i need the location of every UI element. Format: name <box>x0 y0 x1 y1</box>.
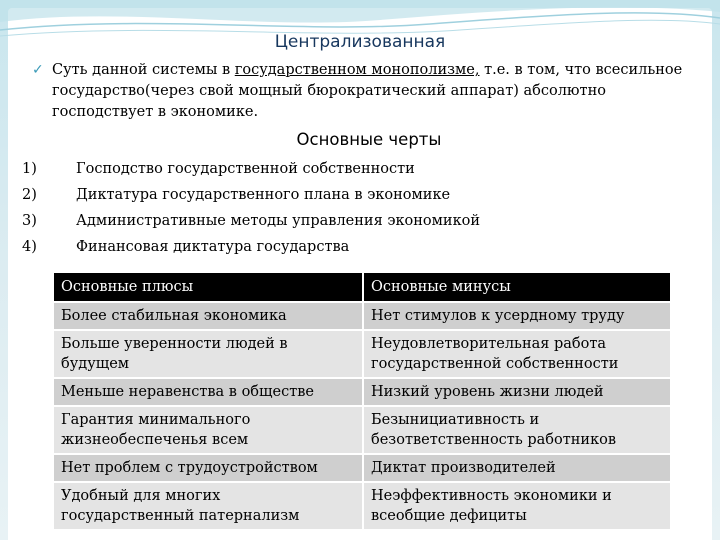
table-header-row <box>53 272 671 302</box>
table-row <box>53 378 671 406</box>
con-cell: Низкий уровень жизни людей <box>363 378 671 406</box>
pro-cell: Нет проблем с трудоустройством <box>53 454 363 482</box>
con-cell: Безынициативность и безответственность работников <box>363 406 671 454</box>
con-cell: Неэффективность экономики и всеобщие дефициты <box>363 482 671 530</box>
feature-text: Диктатура государственного плана в экономике <box>76 187 451 203</box>
features-list <box>22 156 480 260</box>
checkmark-icon: ✓ <box>32 62 44 78</box>
section-subtitle: Основные черты <box>296 130 442 149</box>
table-row <box>53 330 671 378</box>
pro-cell: Больше уверенности людей в будущем <box>53 330 363 378</box>
con-cell: Нет стимулов к усердному труду <box>363 302 671 330</box>
intro-paragraph <box>32 60 692 123</box>
feature-number: 2) <box>22 187 37 203</box>
header-pros: Основные плюсы <box>53 272 363 302</box>
con-cell: Диктат производителей <box>363 454 671 482</box>
feature-item <box>22 156 480 182</box>
pro-cell: Гарантия минимального жизнеобеспеченья всем <box>53 406 363 454</box>
page-title: Централизованная <box>274 32 446 52</box>
con-cell: Неудовлетворительная работа государственной собственности <box>363 330 671 378</box>
pro-cell: Удобный для многих государственный патернализм <box>53 482 363 530</box>
feature-text: Финансовая диктатура государства <box>76 239 350 255</box>
intro-text-end: т.е. в том, что всесильное государство(через свой мощный бюрократический аппарат) абсолютно господствует в экономике. <box>52 62 683 120</box>
feature-number: 1) <box>22 161 37 177</box>
feature-item <box>22 234 480 260</box>
pros-cons-table <box>52 271 672 531</box>
feature-number: 3) <box>22 213 37 229</box>
table-row <box>53 302 671 330</box>
intro-text-start: Суть данной системы в <box>52 62 235 78</box>
feature-text: Административные методы управления экономикой <box>76 213 481 229</box>
pro-cell: Меньше неравенства в обществе <box>53 378 363 406</box>
feature-text: Господство государственной собственности <box>76 161 415 177</box>
table-row <box>53 406 671 454</box>
pro-cell: Более стабильная экономика <box>53 302 363 330</box>
feature-number: 4) <box>22 239 37 255</box>
feature-item <box>22 182 480 208</box>
feature-item <box>22 208 480 234</box>
table-row <box>53 454 671 482</box>
intro-underlined: государственном монополизме, <box>234 62 480 78</box>
header-cons: Основные минусы <box>363 272 671 302</box>
table-row <box>53 482 671 530</box>
